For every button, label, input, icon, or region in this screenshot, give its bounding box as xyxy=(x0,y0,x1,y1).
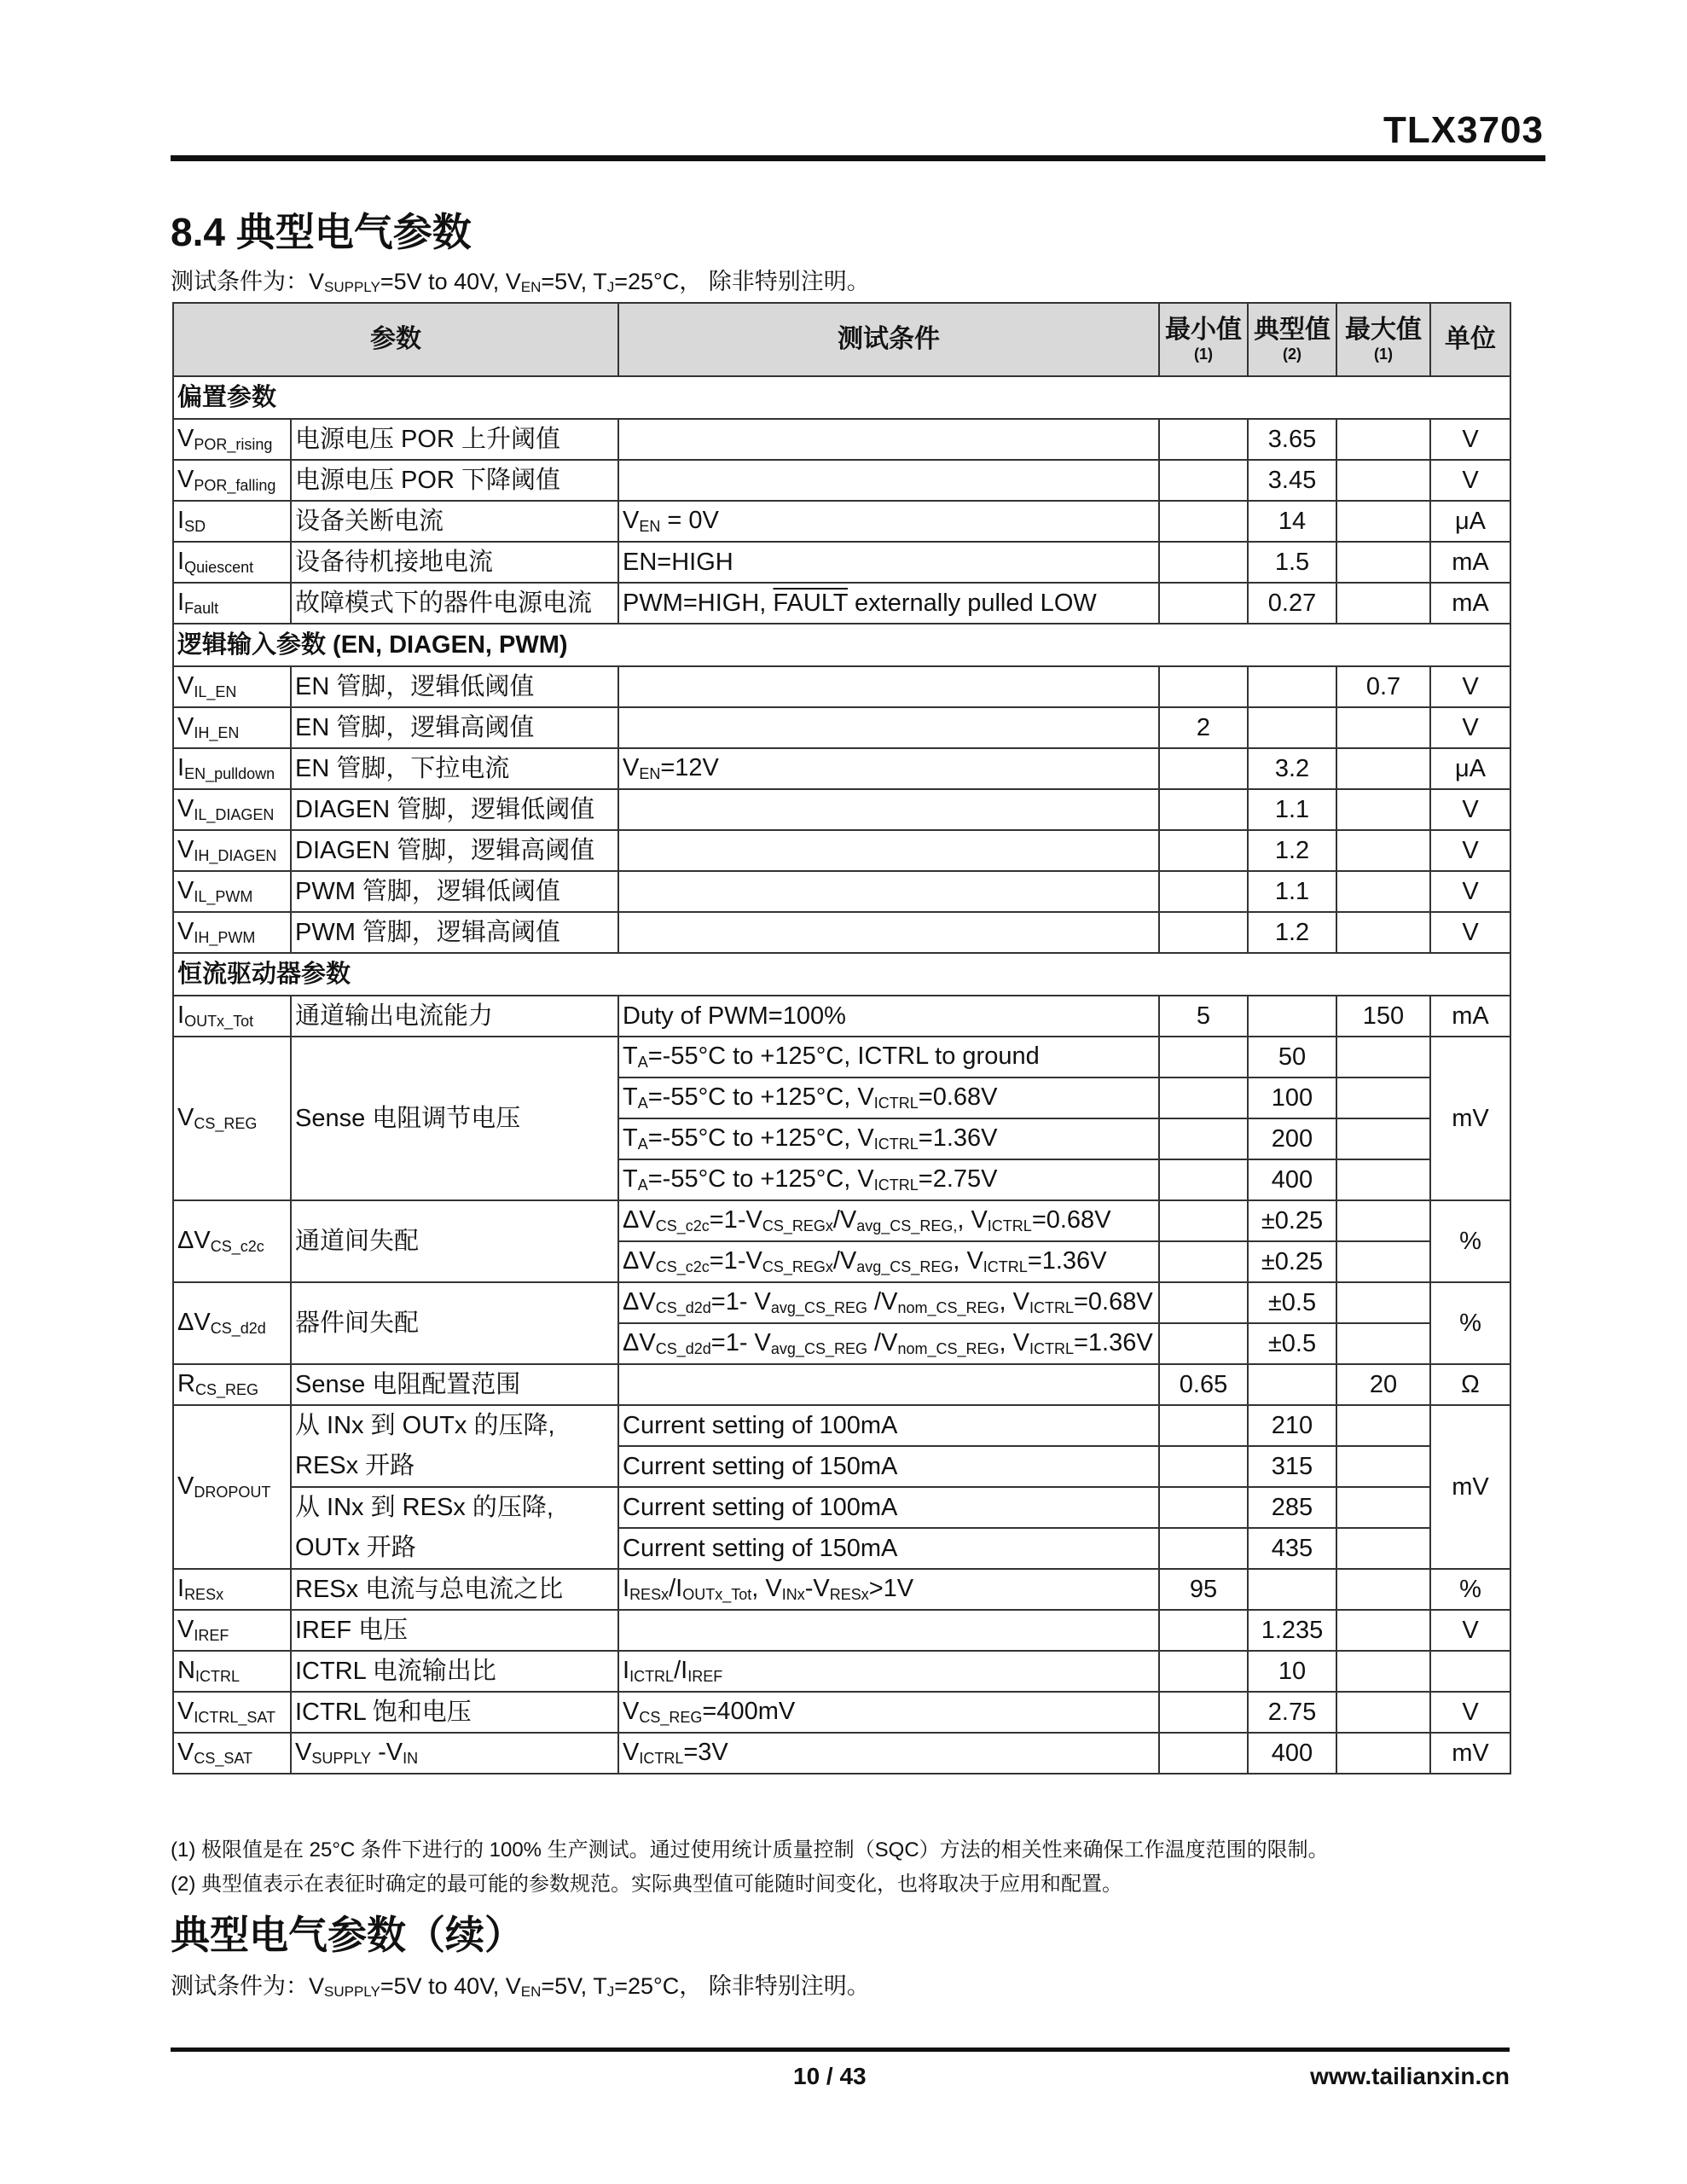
group-bias: 偏置参数 xyxy=(173,376,1510,419)
footnote-1: (1) 极限值是在 25°C 条件下进行的 100% 生产测试。通过使用统计质量控制（SQC）方法的相关性来确保工作温度范围的限制。 xyxy=(171,1838,1329,1862)
table-row: $V_{IL\_DIAGEN}$ DIAGEN 管脚，逻辑低阈值 1.1 V xyxy=(173,789,1510,830)
header-min: 最小值 (1) xyxy=(1159,303,1248,376)
table-row: $\Delta V_{CS\_d2d}=1-$ $V_{avg\_CS\_REG}$ $/V_{nom\_CS\_REG}$, $V_{ICTRL}=1.36V$ ±0.5 xyxy=(173,1323,1510,1364)
header-max: 最大值 (1) xyxy=(1336,303,1430,376)
header-rule xyxy=(171,155,1545,161)
test-condition: 测试条件为：$V_{SUPPLY}=5V$ to 40V, $V_{EN}=5V$, $T_J=25^\circ C$， 除非特别注明。 xyxy=(171,269,870,295)
table-row: $V_{CS\_SAT}$ $V_{SUPPLY}$ $-V_{IN}$ $V_{ICTRL}=3V$ 400 mV xyxy=(173,1733,1510,1774)
table-row: $V_{DROPOUT}$ 从 INx 到 OUTx 的压降, Current setting of 100mA 210 mV xyxy=(173,1405,1510,1446)
group-logic: 逻辑输入参数 (EN, DIAGEN, PWM) xyxy=(173,624,1510,666)
table-row: $V_{CS\_REG}$ Sense 电阻调节电压 $T_A=-55^\circ C$ to +125°C, ICTRL to ground 50 mV xyxy=(173,1037,1510,1077)
header-unit: 单位 xyxy=(1430,303,1510,376)
table-row: $V_{IL\_EN}$ EN 管脚，逻辑低阈值 0.7 V xyxy=(173,666,1510,707)
table-row: $V_{POR\_rising}$ 电源电压 POR 上升阈值 3.65 V xyxy=(173,419,1510,460)
header-cond: 测试条件 xyxy=(618,303,1159,376)
website-link[interactable]: www.tailianxin.cn xyxy=(1310,2063,1510,2089)
table-row: RESx 开路 Current setting of 150mA 315 xyxy=(173,1446,1510,1487)
table-row: $V_{IREF}$ IREF 电压 1.235 V xyxy=(173,1610,1510,1651)
table-header-row xyxy=(173,303,1510,376)
page-number: 10 / 43 xyxy=(793,2063,867,2089)
table-row: $I_{Quiescent}$ 设备待机接地电流 EN=HIGH 1.5 mA xyxy=(173,542,1510,583)
table-row: $\Delta V_{CS\_c2c}=1-V_{CS\_REGx}/V_{avg\_CS\_REG}$, $V_{ICTRL}=1.36V$ ±0.25 xyxy=(173,1241,1510,1282)
table-row: $V_{POR\_falling}$ 电源电压 POR 下降阈值 3.45 V xyxy=(173,460,1510,501)
table-row: $V_{IL\_PWM}$ PWM 管脚，逻辑低阈值 1.1 V xyxy=(173,871,1510,912)
document-id: TLX3703 xyxy=(1383,109,1544,151)
table-row: OUTx 开路 Current setting of 150mA 435 xyxy=(173,1528,1510,1569)
table-row: $T_A=-55^\circ C$ to +125°C, $V_{ICTRL}=0.68V$ 100 xyxy=(173,1077,1510,1118)
table-row: $I_{OUTx\_Tot}$ 通道输出电流能力 Duty of PWM=100% 5 150 mA xyxy=(173,996,1510,1037)
table-row: $T_A=-55^\circ C$ to +125°C, $V_{ICTRL}=1.36V$ 200 xyxy=(173,1118,1510,1159)
table-row: $\Delta V_{CS\_c2c}$ 通道间失配 $\Delta V_{CS\_c2c}=1-V_{CS\_REGx}/V_{avg\_CS\_REG,}$, $V_{ICTRL}=0.68V$ ±0.25 % xyxy=(173,1200,1510,1241)
electrical-parameters-table xyxy=(172,302,1511,1774)
table-row: $V_{ICTRL\_SAT}$ ICTRL 饱和电压 $V_{CS\_REG}=400mV$ 2.75 V xyxy=(173,1692,1510,1733)
footer-rule xyxy=(171,2048,1510,2052)
header-typ: 典型值 (2) xyxy=(1248,303,1336,376)
table-row: $V_{IH\_DIAGEN}$ DIAGEN 管脚，逻辑高阈值 1.2 V xyxy=(173,830,1510,871)
table-row: $T_A=-55^\circ C$ to +125°C, $V_{ICTRL}=2.75V$ 400 xyxy=(173,1159,1510,1200)
section-title: 8.4 典型电气参数 xyxy=(171,210,472,254)
section2-title: 典型电气参数（续） xyxy=(171,1913,524,1957)
group-constant-current: 恒流驱动器参数 xyxy=(173,953,1510,996)
table-row: $I_{EN\_pulldown}$ EN 管脚，下拉电流 $V_{EN}=12V$ 3.2 μA xyxy=(173,748,1510,789)
table-row: $V_{IH\_PWM}$ PWM 管脚，逻辑高阈值 1.2 V xyxy=(173,912,1510,953)
test-condition-2: 测试条件为：$V_{SUPPLY}=5V$ to 40V, $V_{EN}=5V$, $T_J=25^\circ C$， 除非特别注明。 xyxy=(171,1973,870,2000)
table-row: $R_{CS\_REG}$ Sense 电阻配置范围 0.65 20 Ω xyxy=(173,1364,1510,1405)
table-row: 从 INx 到 RESx 的压降, Current setting of 100mA 285 xyxy=(173,1487,1510,1528)
header-param: 参数 xyxy=(173,303,618,376)
table-row: $V_{IH\_EN}$ EN 管脚，逻辑高阈值 2 V xyxy=(173,707,1510,748)
table-row: $I_{Fault}$ 故障模式下的器件电源电流 PWM=HIGH, FAULT externally pulled LOW 0.27 mA xyxy=(173,583,1510,624)
footnote-2: (2) 典型值表示在表征时确定的最可能的参数规范。实际典型值可能随时间变化，也将取决于应用和配置。 xyxy=(171,1873,1122,1896)
table-row: $I_{SD}$ 设备关断电流 $V_{EN} = 0V$ 14 μA xyxy=(173,501,1510,542)
table-row: $N_{ICTRL}$ ICTRL 电流输出比 $I_{ICTRL}/I_{IREF}$ 10 xyxy=(173,1651,1510,1692)
table-row: $\Delta V_{CS\_d2d}$ 器件间失配 $\Delta V_{CS\_d2d}=1-$ $V_{avg\_CS\_REG}$ $/V_{nom\_CS\_REG}$, $V_{ICTRL}=0.68V$ ±0.5 % xyxy=(173,1282,1510,1323)
table-row: $I_{RESx}$ RESx 电流与总电流之比 $I_{RESx}/I_{OUTx\_Tot}$, $V_{INx}-V_{RESx}>1V$ 95 % xyxy=(173,1569,1510,1610)
